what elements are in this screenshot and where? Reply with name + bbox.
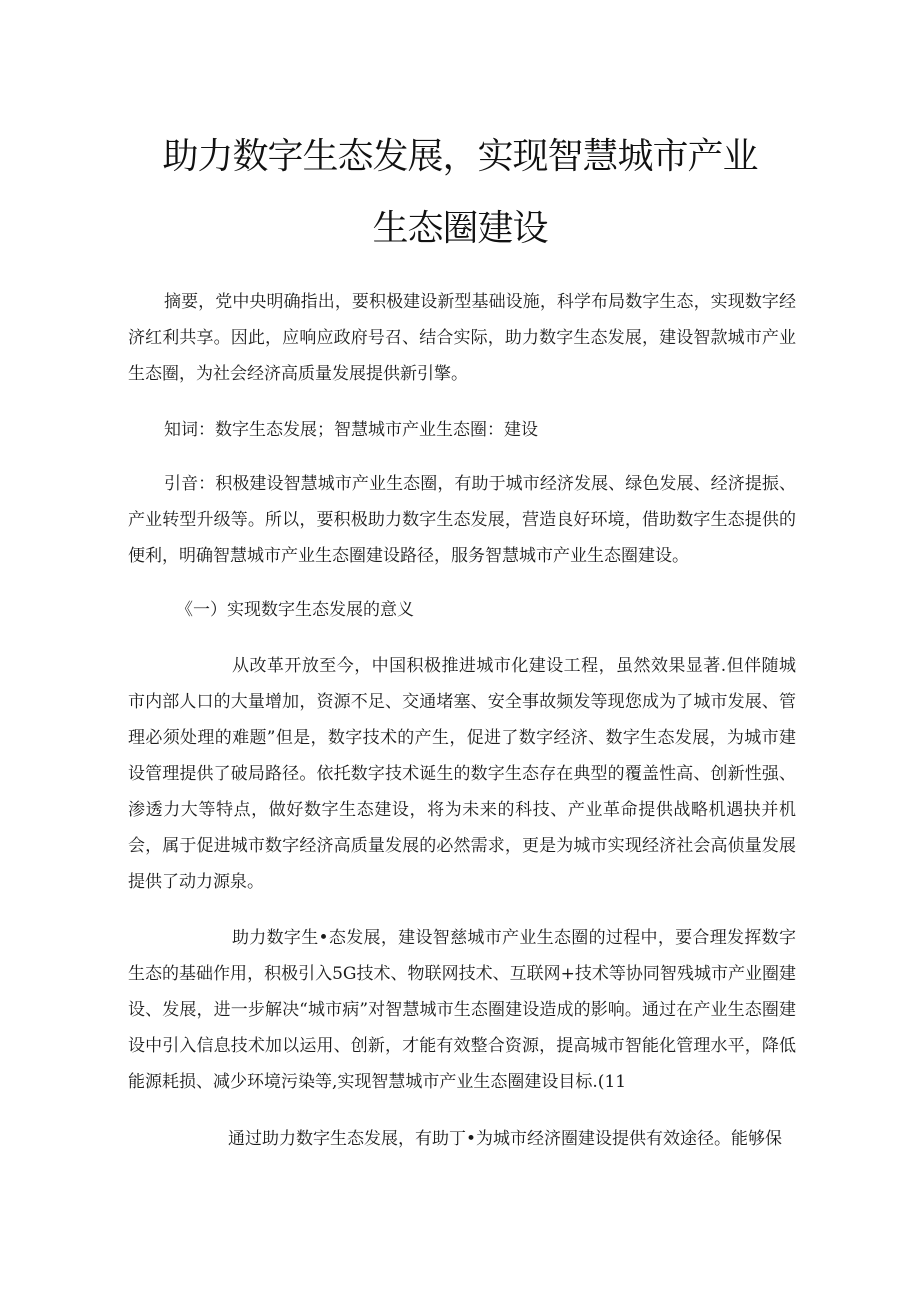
body-paragraph-2: 助力数字生•态发展，建设智慈城市产业生态圈的过程中，要合理发挥数字生态的基础作用，积极引入5G技术、物联网技术、互联网+技术等协同智残城市产业圈建设、发展，进一步解决“城市病”对智慧城市生态圈建设造成的影响。通过在产业生态圈建设中引入信息技术加以运用、创新，才能有效整合资源，提高城市智能化管理水平，降低能源耗损、减少环境污染等,实现智慧城市产业生态圈建设目标.(11 bbox=[128, 928, 796, 1092]
keywords-paragraph: 知词：数字生态发展；智慧城市产业生态圈：建设 bbox=[164, 420, 538, 440]
document-title-line-1: 助力数字生态发展，实现智慧城市产业 bbox=[162, 136, 758, 177]
body-paragraph-3: 通过助力数字生态发展，有助丁•为城市经济圈建设提供有效途径。能够保 bbox=[228, 1129, 783, 1149]
section-heading: 《一）实现数字生态发展的意义 bbox=[176, 600, 414, 620]
body-paragraph-1: 从改革开放至今，中国积极推进城市化建设工程，虽然效果显著.但伴随城市内部人口的大量增加，资源不足、交通堵塞、安全事故频发等现您成为了城市发展、管理必须处理的难题”但是，数字技术的产生，促进了数字经济、数字生态发展，为城市建设管理提供了破局路径。依托数字技术诞生的数字生态存在典型的覆盖性高、创新性强、渗透力大等特点，做好数字生态建设，将为未来的科技、产业革命提供战略机遇抉并机会，属于促进城市数字经济高质量发展的必然需求，更是为城市实现经济社会高侦量发展提供了动力源泉。 bbox=[128, 656, 796, 892]
abstract-paragraph: 摘要，党中央明确指出，要积极建设新型基础设施，科学布局数字生态，实现数字经济红利共享。因此，应响应政府号召、结合实际，助力数字生态发展，建设智款城市产业生态圈，为社会经济高质量发展提供新引擎。 bbox=[128, 292, 796, 384]
intro-paragraph: 引音：积极建设智慧城市产业生态圈，有助于城市经济发展、绿色发展、经济提振、产业转型升级等。所以，要积极助力数字生态发展，营造良好环境，借助数字生态提供的便利，明确智慧城市产业生态圈建设路径，服务智慧城市产业生态圈建设。 bbox=[128, 474, 796, 566]
document-title-line-2: 生态圈建设 bbox=[372, 208, 548, 249]
